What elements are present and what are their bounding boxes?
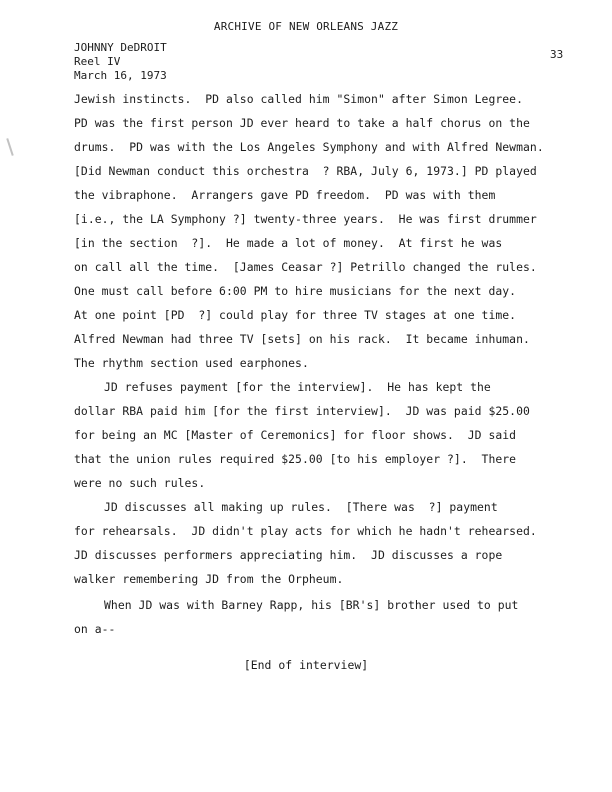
body-line: that the union rules required $25.00 [to his employer ?]. There	[74, 452, 517, 466]
body-line: on call all the time. [James Ceasar ?] Petrillo changed the rules.	[74, 260, 537, 274]
body-line: the vibraphone. Arrangers gave PD freedom. PD was with them	[74, 188, 496, 202]
body-line: [i.e., the LA Symphony ?] twenty-three years. He was first drummer	[74, 212, 537, 226]
body-line: [Did Newman conduct this orchestra ? RBA, July 6, 1973.] PD played	[74, 164, 537, 178]
body-line: for rehearsals. JD didn't play acts for which he hadn't rehearsed.	[74, 524, 537, 538]
body-line: drums. PD was with the Los Angeles Symphony and with Alfred Newman.	[74, 140, 544, 154]
body-line: At one point [PD ?] could play for three TV stages at one time.	[74, 308, 517, 322]
body-line: When JD was with Barney Rapp, his [BR's] brother used to put	[104, 598, 519, 612]
body-line: PD was the first person JD ever heard to take a half chorus on the	[74, 116, 530, 130]
body-line: [in the section ?]. He made a lot of money. At first he was	[74, 236, 503, 250]
body-line: walker remembering JD from the Orpheum.	[74, 572, 344, 586]
body-line: One must call before 6:00 PM to hire musicians for the next day.	[74, 284, 517, 298]
body-line: JD discusses performers appreciating him. JD discusses a rope	[74, 548, 503, 562]
body-line: JD refuses payment [for the interview]. He has kept the	[104, 380, 491, 394]
interviewee-name: JOHNNY DeDROIT	[74, 41, 167, 54]
scan-artifact	[6, 138, 13, 156]
body-line: on a--	[74, 622, 116, 636]
body-line: Jewish instincts. PD also called him "Simon" after Simon Legree.	[74, 92, 524, 106]
body-line: dollar RBA paid him [for the first interview]. JD was paid $25.00	[74, 404, 530, 418]
body-line: The rhythm section used earphones.	[74, 356, 309, 370]
body-line: were no such rules.	[74, 476, 206, 490]
document-meta	[74, 41, 167, 83]
page-number: 33	[550, 48, 564, 61]
interview-date: March 16, 1973	[74, 69, 167, 82]
reel-label: Reel IV	[74, 55, 121, 68]
body-line: Alfred Newman had three TV [sets] on his rack. It became inhuman.	[74, 332, 530, 346]
body-line: JD discusses all making up rules. [There was ?] payment	[104, 500, 498, 514]
archive-title: ARCHIVE OF NEW ORLEANS JAZZ	[213, 20, 399, 33]
body-line: for being an MC [Master of Ceremonics] for floor shows. JD said	[74, 428, 517, 442]
end-of-interview-note: [End of interview]	[243, 658, 369, 672]
